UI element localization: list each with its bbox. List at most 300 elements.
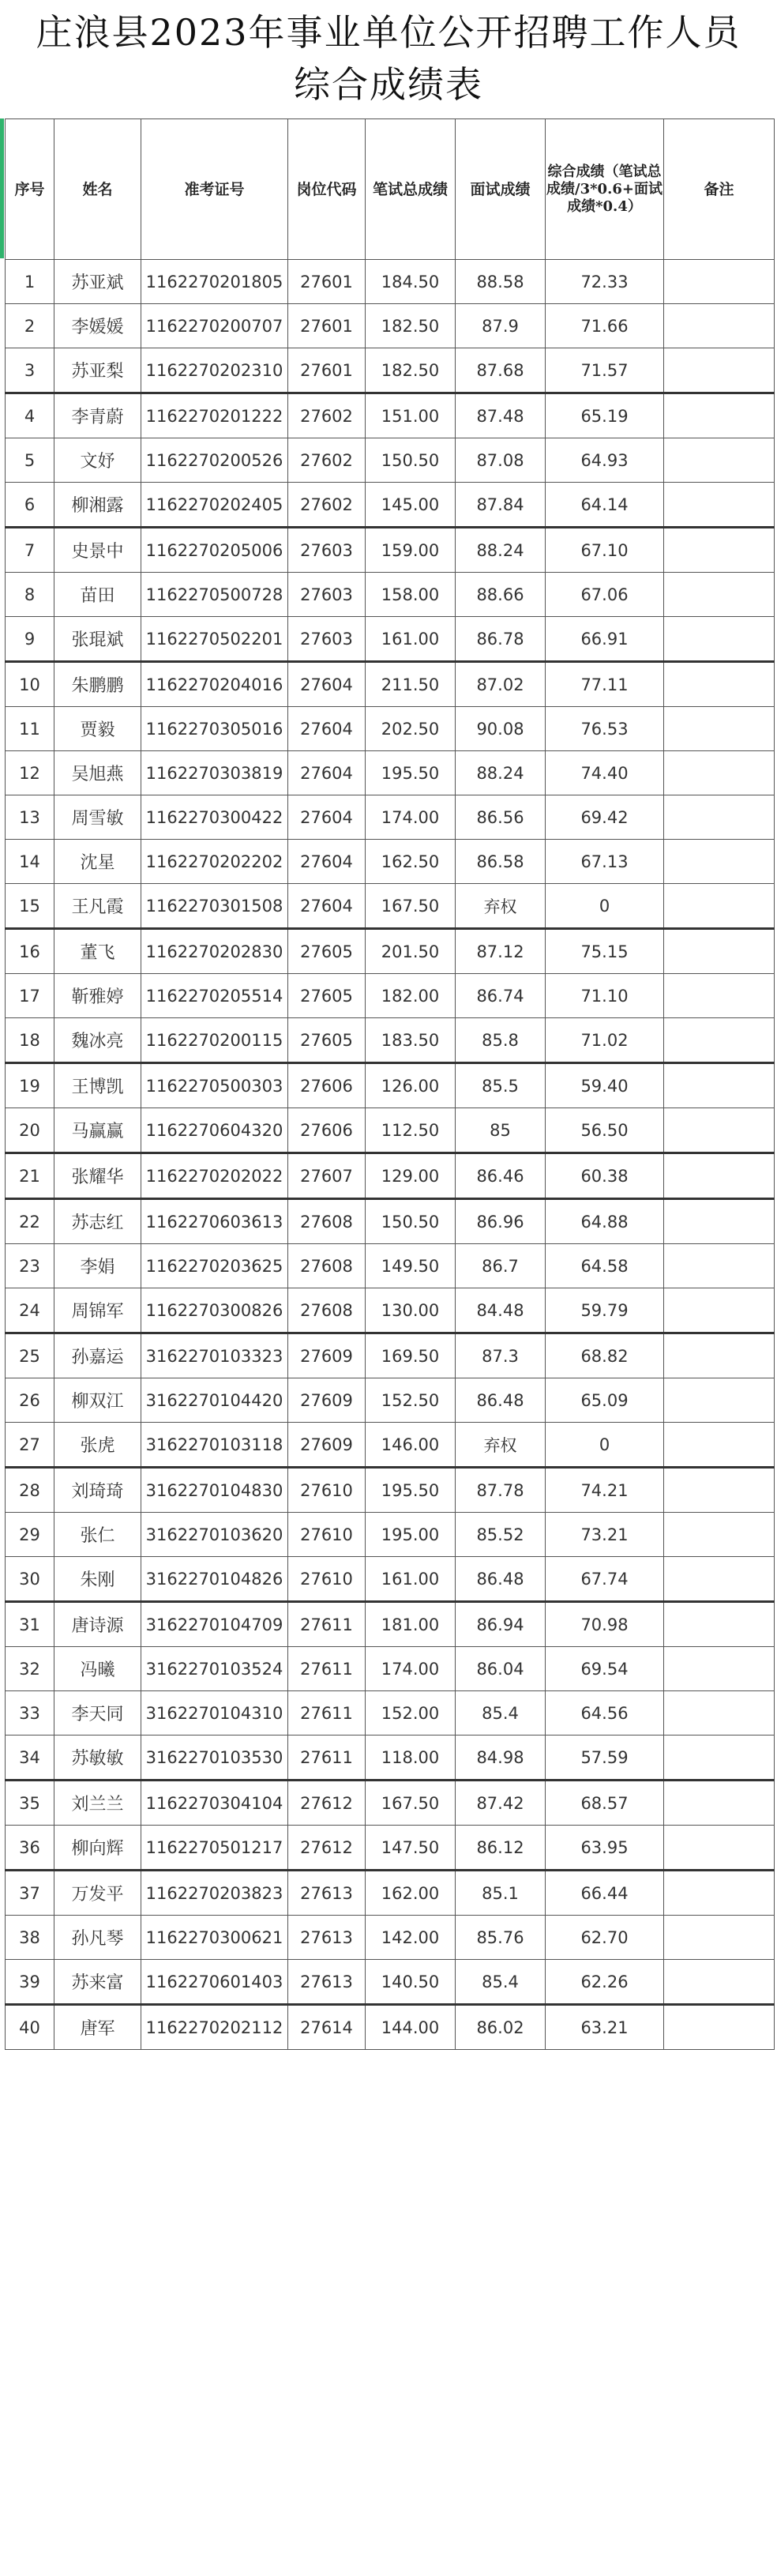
cell-written: 195.50 <box>366 751 456 795</box>
cell-total: 56.50 <box>546 1108 664 1153</box>
cell-written: 184.50 <box>366 260 456 304</box>
cell-ticket: 1162270200115 <box>141 1018 288 1063</box>
cell-interview: 弃权 <box>456 884 546 929</box>
cell-total: 74.21 <box>546 1468 664 1513</box>
cell-name: 柳向辉 <box>54 1826 141 1871</box>
table-row <box>6 1468 775 1513</box>
cell-interview: 85.8 <box>456 1018 546 1063</box>
cell-post: 27605 <box>288 974 366 1018</box>
cell-interview: 85.76 <box>456 1916 546 1960</box>
cell-remark <box>664 840 775 884</box>
cell-name: 苗田 <box>54 573 141 617</box>
cell-total: 68.82 <box>546 1333 664 1378</box>
cell-name: 朱鹏鹏 <box>54 662 141 707</box>
cell-ticket: 1162270300621 <box>141 1916 288 1960</box>
cell-remark <box>664 260 775 304</box>
cell-total: 68.57 <box>546 1781 664 1826</box>
cell-name: 张仁 <box>54 1513 141 1557</box>
header-remark: 备注 <box>664 119 775 260</box>
cell-post: 27608 <box>288 1288 366 1333</box>
table-row <box>6 795 775 840</box>
cell-name: 柳湘露 <box>54 483 141 528</box>
table-row <box>6 1826 775 1871</box>
cell-interview: 87.84 <box>456 483 546 528</box>
cell-total: 71.02 <box>546 1018 664 1063</box>
cell-post: 27612 <box>288 1826 366 1871</box>
cell-remark <box>664 573 775 617</box>
table-row <box>6 260 775 304</box>
cell-total: 75.15 <box>546 929 664 974</box>
cell-interview: 85.4 <box>456 1691 546 1736</box>
cell-name: 周锦军 <box>54 1288 141 1333</box>
cell-written: 151.00 <box>366 393 456 438</box>
cell-total: 0 <box>546 1423 664 1468</box>
cell-no: 31 <box>6 1602 54 1647</box>
cell-no: 27 <box>6 1423 54 1468</box>
cell-ticket: 1162270601403 <box>141 1960 288 2005</box>
cell-total: 76.53 <box>546 707 664 751</box>
cell-total: 64.14 <box>546 483 664 528</box>
cell-total: 64.56 <box>546 1691 664 1736</box>
cell-total: 72.33 <box>546 260 664 304</box>
cell-ticket: 1162270303819 <box>141 751 288 795</box>
cell-interview: 87.48 <box>456 393 546 438</box>
cell-interview: 86.7 <box>456 1244 546 1288</box>
cell-no: 17 <box>6 974 54 1018</box>
cell-post: 27602 <box>288 438 366 483</box>
table-row <box>6 1736 775 1781</box>
cell-post: 27614 <box>288 2005 366 2050</box>
header-total: 综合成绩（笔试总成绩/3*0.6+面试成绩*0.4） <box>546 119 664 260</box>
cell-interview: 86.74 <box>456 974 546 1018</box>
cell-remark <box>664 707 775 751</box>
cell-ticket: 1162270202830 <box>141 929 288 974</box>
cell-remark <box>664 1018 775 1063</box>
table-row <box>6 1647 775 1691</box>
cell-remark <box>664 1691 775 1736</box>
cell-no: 23 <box>6 1244 54 1288</box>
table-row <box>6 929 775 974</box>
cell-written: 161.00 <box>366 1557 456 1602</box>
cell-post: 27601 <box>288 260 366 304</box>
cell-written: 181.00 <box>366 1602 456 1647</box>
cell-name: 唐军 <box>54 2005 141 2050</box>
table-row <box>6 884 775 929</box>
table-row <box>6 438 775 483</box>
table-row <box>6 751 775 795</box>
cell-total: 57.59 <box>546 1736 664 1781</box>
cell-no: 32 <box>6 1647 54 1691</box>
cell-interview: 86.48 <box>456 1378 546 1423</box>
cell-ticket: 3162270104420 <box>141 1378 288 1423</box>
cell-no: 12 <box>6 751 54 795</box>
cell-post: 27601 <box>288 304 366 348</box>
cell-no: 8 <box>6 573 54 617</box>
cell-no: 25 <box>6 1333 54 1378</box>
cell-post: 27611 <box>288 1736 366 1781</box>
cell-no: 9 <box>6 617 54 662</box>
table-row <box>6 1781 775 1826</box>
cell-written: 118.00 <box>366 1736 456 1781</box>
header-written: 笔试总成绩 <box>366 119 456 260</box>
cell-written: 152.00 <box>366 1691 456 1736</box>
cell-post: 27608 <box>288 1199 366 1244</box>
cell-interview: 86.56 <box>456 795 546 840</box>
cell-name: 苏亚梨 <box>54 348 141 393</box>
cell-remark <box>664 1333 775 1378</box>
cell-name: 苏敏敏 <box>54 1736 141 1781</box>
cell-no: 40 <box>6 2005 54 2050</box>
cell-interview: 85.5 <box>456 1063 546 1108</box>
cell-written: 161.00 <box>366 617 456 662</box>
cell-remark <box>664 617 775 662</box>
cell-remark <box>664 348 775 393</box>
cell-post: 27609 <box>288 1423 366 1468</box>
cell-post: 27605 <box>288 1018 366 1063</box>
cell-total: 63.95 <box>546 1826 664 1871</box>
title-line-1: 庄浪县2023年事业单位公开招聘工作人员 <box>36 11 741 54</box>
cell-total: 62.70 <box>546 1916 664 1960</box>
cell-no: 22 <box>6 1199 54 1244</box>
cell-written: 195.00 <box>366 1513 456 1557</box>
table-row <box>6 840 775 884</box>
cell-remark <box>664 304 775 348</box>
cell-written: 145.00 <box>366 483 456 528</box>
cell-name: 苏亚斌 <box>54 260 141 304</box>
cell-ticket: 1162270500303 <box>141 1063 288 1108</box>
cell-total: 71.57 <box>546 348 664 393</box>
cell-post: 27602 <box>288 393 366 438</box>
cell-written: 174.00 <box>366 795 456 840</box>
cell-post: 27603 <box>288 573 366 617</box>
header-interview: 面试成绩 <box>456 119 546 260</box>
cell-total: 65.19 <box>546 393 664 438</box>
cell-post: 27604 <box>288 795 366 840</box>
table-row <box>6 662 775 707</box>
cell-name: 冯曦 <box>54 1647 141 1691</box>
cell-ticket: 3162270104709 <box>141 1602 288 1647</box>
table-row <box>6 393 775 438</box>
cell-written: 130.00 <box>366 1288 456 1333</box>
document-title <box>0 0 777 117</box>
title-line-2: 综合成绩表 <box>294 63 483 106</box>
table-row <box>6 974 775 1018</box>
cell-written: 146.00 <box>366 1423 456 1468</box>
table-row <box>6 617 775 662</box>
cell-post: 27606 <box>288 1063 366 1108</box>
cell-no: 36 <box>6 1826 54 1871</box>
cell-name: 李娟 <box>54 1244 141 1288</box>
table-row <box>6 1960 775 2005</box>
cell-written: 150.50 <box>366 438 456 483</box>
cell-written: 195.50 <box>366 1468 456 1513</box>
cell-name: 靳雅婷 <box>54 974 141 1018</box>
cell-name: 王凡霞 <box>54 884 141 929</box>
cell-ticket: 1162270204016 <box>141 662 288 707</box>
cell-total: 73.21 <box>546 1513 664 1557</box>
cell-ticket: 1162270604320 <box>141 1108 288 1153</box>
cell-remark <box>664 1378 775 1423</box>
cell-name: 马赢赢 <box>54 1108 141 1153</box>
cell-post: 27613 <box>288 1871 366 1916</box>
cell-interview: 85.1 <box>456 1871 546 1916</box>
cell-written: 149.50 <box>366 1244 456 1288</box>
cell-interview: 88.66 <box>456 573 546 617</box>
cell-ticket: 1162270200707 <box>141 304 288 348</box>
table-row <box>6 1063 775 1108</box>
cell-interview: 87.02 <box>456 662 546 707</box>
cell-ticket: 1162270202112 <box>141 2005 288 2050</box>
cell-remark <box>664 1781 775 1826</box>
cell-total: 63.21 <box>546 2005 664 2050</box>
cell-ticket: 1162270305016 <box>141 707 288 751</box>
cell-no: 34 <box>6 1736 54 1781</box>
cell-remark <box>664 1063 775 1108</box>
cell-post: 27607 <box>288 1153 366 1199</box>
cell-ticket: 1162270203625 <box>141 1244 288 1288</box>
cell-name: 孙嘉运 <box>54 1333 141 1378</box>
cell-interview: 90.08 <box>456 707 546 751</box>
table-row <box>6 1602 775 1647</box>
cell-post: 27608 <box>288 1244 366 1288</box>
cell-name: 万发平 <box>54 1871 141 1916</box>
cell-total: 77.11 <box>546 662 664 707</box>
cell-no: 4 <box>6 393 54 438</box>
cell-total: 0 <box>546 884 664 929</box>
cell-interview: 84.48 <box>456 1288 546 1333</box>
table-row <box>6 304 775 348</box>
cell-interview: 87.08 <box>456 438 546 483</box>
cell-total: 65.09 <box>546 1378 664 1423</box>
cell-post: 27604 <box>288 707 366 751</box>
cell-no: 26 <box>6 1378 54 1423</box>
cell-no: 21 <box>6 1153 54 1199</box>
cell-name: 董飞 <box>54 929 141 974</box>
cell-remark <box>664 662 775 707</box>
cell-interview: 86.46 <box>456 1153 546 1199</box>
cell-remark <box>664 393 775 438</box>
cell-no: 30 <box>6 1557 54 1602</box>
cell-written: 162.50 <box>366 840 456 884</box>
cell-total: 67.13 <box>546 840 664 884</box>
cell-interview: 85 <box>456 1108 546 1153</box>
cell-written: 202.50 <box>366 707 456 751</box>
cell-post: 27611 <box>288 1647 366 1691</box>
cell-ticket: 3162270103323 <box>141 1333 288 1378</box>
cell-total: 70.98 <box>546 1602 664 1647</box>
cell-name: 朱刚 <box>54 1557 141 1602</box>
cell-remark <box>664 1960 775 2005</box>
cell-no: 15 <box>6 884 54 929</box>
cell-ticket: 1162270202310 <box>141 348 288 393</box>
cell-name: 孙凡琴 <box>54 1916 141 1960</box>
cell-remark <box>664 1557 775 1602</box>
cell-total: 71.66 <box>546 304 664 348</box>
table-row <box>6 1423 775 1468</box>
cell-post: 27613 <box>288 1916 366 1960</box>
cell-total: 64.93 <box>546 438 664 483</box>
cell-name: 刘兰兰 <box>54 1781 141 1826</box>
table-row <box>6 1691 775 1736</box>
cell-written: 150.50 <box>366 1199 456 1244</box>
header-name: 姓名 <box>54 119 141 260</box>
cell-post: 27606 <box>288 1108 366 1153</box>
cell-ticket: 3162270103118 <box>141 1423 288 1468</box>
cell-post: 27604 <box>288 840 366 884</box>
cell-total: 74.40 <box>546 751 664 795</box>
cell-post: 27611 <box>288 1602 366 1647</box>
cell-total: 69.42 <box>546 795 664 840</box>
cell-remark <box>664 1826 775 1871</box>
table-row <box>6 1199 775 1244</box>
cell-name: 史景中 <box>54 528 141 573</box>
cell-ticket: 1162270200526 <box>141 438 288 483</box>
cell-interview: 85.4 <box>456 1960 546 2005</box>
cell-ticket: 1162270205514 <box>141 974 288 1018</box>
cell-remark <box>664 1871 775 1916</box>
cell-no: 11 <box>6 707 54 751</box>
cell-total: 66.91 <box>546 617 664 662</box>
cell-post: 27603 <box>288 528 366 573</box>
cell-ticket: 1162270202202 <box>141 840 288 884</box>
cell-ticket: 1162270501217 <box>141 1826 288 1871</box>
cell-post: 27604 <box>288 884 366 929</box>
cell-remark <box>664 884 775 929</box>
cell-no: 13 <box>6 795 54 840</box>
cell-total: 67.06 <box>546 573 664 617</box>
table-row <box>6 1244 775 1288</box>
cell-post: 27609 <box>288 1378 366 1423</box>
cell-no: 20 <box>6 1108 54 1153</box>
cell-ticket: 1162270205006 <box>141 528 288 573</box>
cell-written: 162.00 <box>366 1871 456 1916</box>
cell-ticket: 3162270103524 <box>141 1647 288 1691</box>
cell-post: 27611 <box>288 1691 366 1736</box>
table-row <box>6 528 775 573</box>
cell-written: 167.50 <box>366 1781 456 1826</box>
cell-no: 24 <box>6 1288 54 1333</box>
header-row <box>6 119 775 260</box>
cell-ticket: 1162270203823 <box>141 1871 288 1916</box>
cell-interview: 87.9 <box>456 304 546 348</box>
cell-written: 201.50 <box>366 929 456 974</box>
cell-total: 67.74 <box>546 1557 664 1602</box>
cell-total: 69.54 <box>546 1647 664 1691</box>
cell-interview: 86.58 <box>456 840 546 884</box>
cell-ticket: 3162270103530 <box>141 1736 288 1781</box>
cell-written: 159.00 <box>366 528 456 573</box>
cell-ticket: 1162270201222 <box>141 393 288 438</box>
cell-interview: 88.24 <box>456 751 546 795</box>
cell-written: 140.50 <box>366 1960 456 2005</box>
cell-post: 27612 <box>288 1781 366 1826</box>
cell-interview: 86.48 <box>456 1557 546 1602</box>
cell-name: 苏来富 <box>54 1960 141 2005</box>
table-row <box>6 707 775 751</box>
table-row <box>6 1288 775 1333</box>
cell-total: 71.10 <box>546 974 664 1018</box>
cell-no: 39 <box>6 1960 54 2005</box>
cell-no: 1 <box>6 260 54 304</box>
cell-name: 魏冰亮 <box>54 1018 141 1063</box>
cell-post: 27605 <box>288 929 366 974</box>
cell-no: 37 <box>6 1871 54 1916</box>
cell-remark <box>664 1108 775 1153</box>
cell-total: 59.40 <box>546 1063 664 1108</box>
cell-written: 144.00 <box>366 2005 456 2050</box>
cell-remark <box>664 1736 775 1781</box>
cell-remark <box>664 528 775 573</box>
cell-remark <box>664 751 775 795</box>
cell-post: 27610 <box>288 1468 366 1513</box>
cell-interview: 86.02 <box>456 2005 546 2050</box>
cell-remark <box>664 1153 775 1199</box>
cell-remark <box>664 483 775 528</box>
cell-interview: 86.78 <box>456 617 546 662</box>
cell-post: 27610 <box>288 1513 366 1557</box>
cell-remark <box>664 795 775 840</box>
cell-post: 27604 <box>288 662 366 707</box>
cell-name: 吴旭燕 <box>54 751 141 795</box>
cell-post: 27610 <box>288 1557 366 1602</box>
cell-ticket: 1162270304104 <box>141 1781 288 1826</box>
cell-name: 张虎 <box>54 1423 141 1468</box>
cell-written: 182.50 <box>366 304 456 348</box>
cell-remark <box>664 1513 775 1557</box>
cell-name: 贾毅 <box>54 707 141 751</box>
cell-post: 27609 <box>288 1333 366 1378</box>
cell-no: 18 <box>6 1018 54 1063</box>
cell-ticket: 1162270301508 <box>141 884 288 929</box>
cell-remark <box>664 974 775 1018</box>
cell-interview: 87.3 <box>456 1333 546 1378</box>
cell-no: 35 <box>6 1781 54 1826</box>
cell-total: 64.58 <box>546 1244 664 1288</box>
cell-remark <box>664 1647 775 1691</box>
cell-no: 10 <box>6 662 54 707</box>
table-row <box>6 483 775 528</box>
cell-name: 王博凯 <box>54 1063 141 1108</box>
cell-written: 182.00 <box>366 974 456 1018</box>
table-row <box>6 348 775 393</box>
header-no: 序号 <box>6 119 54 260</box>
cell-ticket: 1162270202022 <box>141 1153 288 1199</box>
cell-post: 27602 <box>288 483 366 528</box>
cell-no: 29 <box>6 1513 54 1557</box>
cell-no: 7 <box>6 528 54 573</box>
cell-name: 柳双江 <box>54 1378 141 1423</box>
cell-no: 2 <box>6 304 54 348</box>
table-row <box>6 1153 775 1199</box>
cell-total: 60.38 <box>546 1153 664 1199</box>
cell-no: 38 <box>6 1916 54 1960</box>
header-post: 岗位代码 <box>288 119 366 260</box>
cell-name: 刘琦琦 <box>54 1468 141 1513</box>
table-row <box>6 573 775 617</box>
cell-no: 3 <box>6 348 54 393</box>
cell-ticket: 3162270104826 <box>141 1557 288 1602</box>
score-table <box>5 118 775 2050</box>
cell-written: 112.50 <box>366 1108 456 1153</box>
cell-no: 16 <box>6 929 54 974</box>
cell-ticket: 1162270500728 <box>141 573 288 617</box>
cell-ticket: 1162270603613 <box>141 1199 288 1244</box>
cell-written: 147.50 <box>366 1826 456 1871</box>
cell-written: 211.50 <box>366 662 456 707</box>
cell-remark <box>664 1602 775 1647</box>
table-row <box>6 1557 775 1602</box>
cell-total: 59.79 <box>546 1288 664 1333</box>
